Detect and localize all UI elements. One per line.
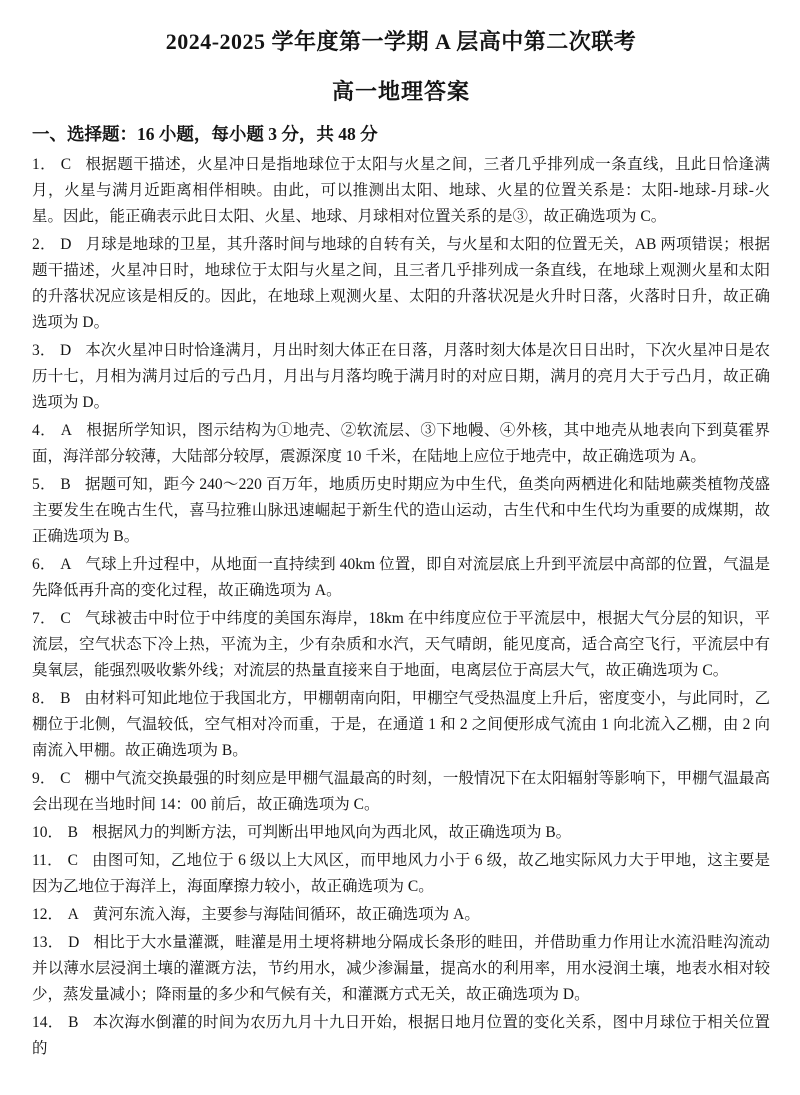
answer-item-6 <box>32 552 770 604</box>
answer-explanation: 据题可知，距今 240～220 百万年，地质历史时期应为中生代，鱼类向两栖进化和陆地蕨类植物茂盛主要发生在晚古生代，喜马拉雅山脉迅速崛起于新生代的造山运动，古生代和中生代均为重要的成煤期，故正确选项为 B。 <box>32 475 770 545</box>
answer-choice: D <box>68 933 80 951</box>
answer-item-9 <box>32 766 770 818</box>
answer-item-13 <box>32 930 770 1008</box>
answer-explanation: 气球上升过程中，从地面一直持续到 40km 位置，即自对流层底上升到平流层中高部的位置，气温是先降低再升高的变化过程，故正确选项为 A。 <box>32 555 770 599</box>
answer-explanation: 黄河东流入海，主要参与海陆间循环，故正确选项为 A。 <box>92 905 480 923</box>
answer-choice: C <box>60 609 71 627</box>
answer-choice: B <box>68 1013 79 1031</box>
answer-number: 12． <box>32 905 64 923</box>
answer-number: 5． <box>32 475 56 493</box>
answer-explanation: 根据题干描述，火星冲日是指地球位于太阳与火星之间，三者几乎排列成一条直线，且此日恰逢满月，火星与满月近距离相伴相映。由此，可以推测出太阳、地球、火星的位置关系是：太阳-地球-月球-火星。因此，能正确表示此日太阳、火星、地球、月球相对位置关系的是③，故正确选项为 C。 <box>32 155 770 225</box>
answer-number: 14． <box>32 1013 64 1031</box>
answer-choice: A <box>60 555 72 573</box>
answer-item-1 <box>32 152 770 230</box>
answer-number: 2． <box>32 235 56 253</box>
answer-item-12 <box>32 902 770 928</box>
answer-number: 10． <box>32 823 64 841</box>
answer-choice: C <box>67 851 78 869</box>
answer-number: 1． <box>32 155 57 173</box>
answer-explanation: 根据所学知识，图示结构为①地壳、②软流层、③下地幔、④外核，其中地壳从地表向下到莫霍界面，海洋部分较薄，大陆部分较厚，震源深度 10 千米，在陆地上应位于地壳中，故正确选项为 A。 <box>32 421 770 465</box>
answer-explanation: 棚中气流交换最强的时刻应是甲棚气温最高的时刻，一般情况下在太阳辐射等影响下，甲棚气温最高会出现在当地时间 14：00 前后，故正确选项为 C。 <box>32 769 770 813</box>
answer-item-8 <box>32 686 770 764</box>
answer-explanation: 根据风力的判断方法，可判断出甲地风向为西北风，故正确选项为 B。 <box>91 823 572 841</box>
answer-number: 8． <box>32 689 56 707</box>
answer-item-4 <box>32 418 770 470</box>
answer-explanation: 月球是地球的卫星，其升落时间与地球的自转有关，与火星和太阳的位置无关，AB 两项错误；根据题干描述，火星冲日时，地球位于太阳与火星之间，且三者几乎排列成一条直线，在地球上观测火星和太阳的升落状况应该是相反的。因此，在地球上观测火星、太阳的升落状况是火升时日落，火落时日升，故正确选项为 D。 <box>32 235 770 331</box>
answer-item-11 <box>32 848 770 900</box>
answer-number: 13． <box>32 933 64 951</box>
document-title: 2024-2025 学年度第一学期 A 层高中第二次联考 <box>165 29 637 54</box>
answer-choice: C <box>60 769 71 787</box>
answer-number: 11． <box>32 851 63 869</box>
answer-choice: B <box>60 689 71 707</box>
answer-choice: A <box>67 905 79 923</box>
answer-explanation: 相比于大水量灌溉，畦灌是用土埂将耕地分隔成长条形的畦田，并借助重力作用让水流沿畦沟流动并以薄水层浸润土壤的灌溉方法，节约用水，减少渗漏量，提高水的利用率，用水浸润土壤，地表水相对较少，蒸发量减小；降雨量的多少和气候有关，和灌溉方式无关，故正确选项为 D。 <box>32 933 770 1003</box>
answer-choice: B <box>60 475 71 493</box>
section-heading: 一、选择题：16 小题，每小题 3 分，共 48 分 <box>32 124 378 145</box>
answer-choice: B <box>67 823 78 841</box>
answer-list <box>32 152 770 1062</box>
answer-number: 4． <box>32 421 57 439</box>
answer-number: 3． <box>32 341 56 359</box>
answer-choice: A <box>60 421 72 439</box>
answer-item-2 <box>32 232 770 336</box>
answer-number: 6． <box>32 555 56 573</box>
answer-number: 7． <box>32 609 56 627</box>
answer-item-14 <box>32 1010 770 1062</box>
answer-choice: D <box>60 341 72 359</box>
answer-number: 9． <box>32 769 56 787</box>
answer-item-3 <box>32 338 770 416</box>
answer-choice: C <box>60 155 72 173</box>
document-subtitle: 高一地理答案 <box>331 78 470 104</box>
answer-explanation: 由材料可知此地位于我国北方，甲棚朝南向阳，甲棚空气受热温度上升后，密度变小，与此同时，乙棚位于北侧，气温较低，空气相对冷而重，于是，在通道 1 和 2 之间便形成气流由 1 向北流入乙棚，由 2 向南流入甲棚。故正确选项为 B。 <box>32 689 770 759</box>
answer-item-10 <box>32 820 770 846</box>
answer-choice: D <box>60 235 72 253</box>
answer-explanation: 本次火星冲日时恰逢满月，月出时刻大体正在日落，月落时刻大体是次日日出时，下次火星冲日是农历十七，月相为满月过后的亏凸月，月出与月落均晚于满月时的对应日期，满月的亮月大于亏凸月，故正确选项为 D。 <box>32 341 770 411</box>
answer-item-7 <box>32 606 770 684</box>
answer-explanation: 由图可知，乙地位于 6 级以上大风区，而甲地风力小于 6 级，故乙地实际风力大于甲地，这主要是因为乙地位于海洋上，海面摩擦力较小，故正确选项为 C。 <box>32 851 770 895</box>
answer-explanation: 本次海水倒灌的时间为农历九月十九日开始，根据日地月位置的变化关系，图中月球位于相关位置的 <box>32 1013 770 1057</box>
answer-explanation: 气球被击中时位于中纬度的美国东海岸，18km 在中纬度应位于平流层中，根据大气分层的知识，平流层，空气状态下冷上热，平流为主，少有杂质和水汽，天气晴朗，能见度高，适合高空飞行，平流层中有臭氧层，能强烈吸收紫外线；对流层的热量直接来自于地面，电离层位于高层大气，故正确选项为 C。 <box>32 609 770 679</box>
answer-item-5 <box>32 472 770 550</box>
